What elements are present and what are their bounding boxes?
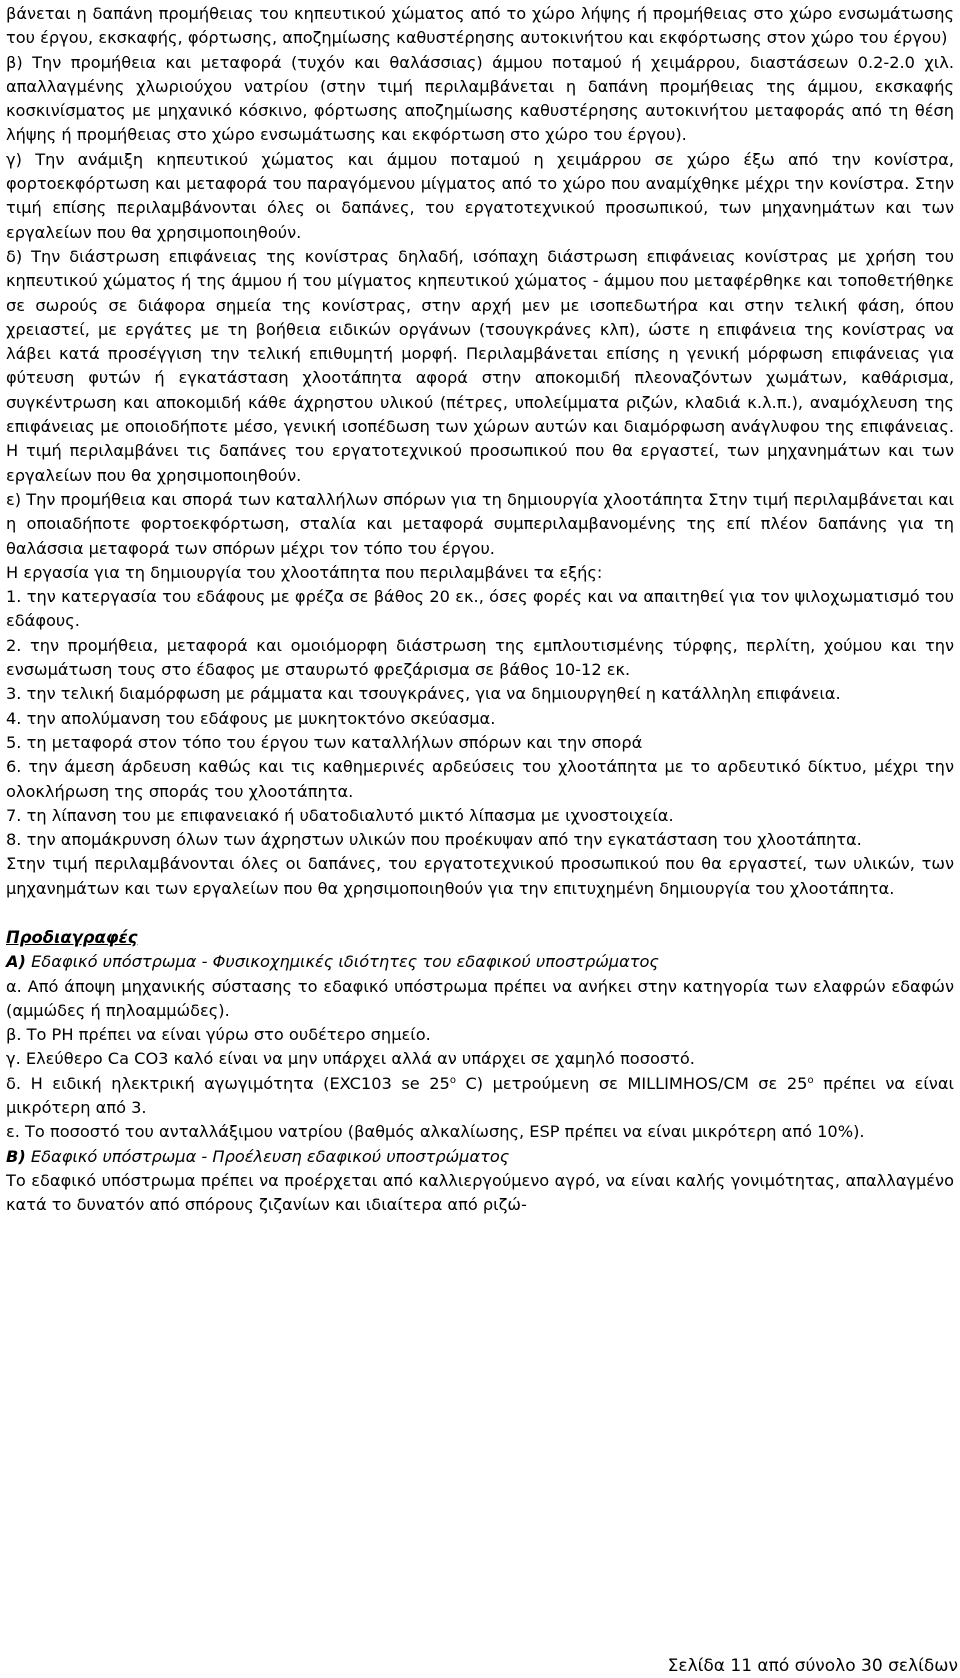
spec-item-conductivity: δ. Η ειδική ηλεκτρική αγωγιμότητα (EXC103 se $25^o$ C) μετρούμενη σε MILLIMHOS/CM σε $25^o$ πρέπει να είναι μικρότερη από 3. bbox=[6, 1073, 954, 1118]
spec-item: ε. Το ποσοστό του ανταλλάξιμου νατρίου (βαθμός αλκαλίωσης, ESP πρέπει να είναι μικρότερη από 10%). bbox=[6, 1122, 865, 1142]
paragraph-origin: Το εδαφικό υπόστρωμα πρέπει να προέρχεται από καλλιεργούμενο αγρό, να είναι καλής γονιμότητας, απαλλαγμένο κατά το δυνατόν από σπόρους ζιζανίων και ιδιαίτερα από ριζώ- bbox=[6, 1170, 954, 1215]
spec-item: β. Το PH πρέπει να είναι γύρω στο ουδέτερο σημείο. bbox=[6, 1025, 431, 1045]
subheading-b-title: Εδαφικό υπόστρωμα - Προέλευση εδαφικού υποστρώματος bbox=[25, 1146, 510, 1166]
list-item: 2. την προμήθεια, μεταφορά και ομοιόμορφη διάστρωση της εμπλουτισμένης τύρφης, περλίτη, χούμου και την ενσωμάτωση τους στο έδαφος με σταυρωτό φρεζάρισμα σε βάθος 10-12 εκ. bbox=[6, 635, 954, 680]
spec-item: γ. Ελεύθερο Ca CO3 καλό είναι να μην υπάρχει αλλά αν υπάρχει σε χαμηλό ποσοστό. bbox=[6, 1049, 695, 1069]
page-number-footer: Σελίδα 11 από σύνολο 30 σελίδων bbox=[667, 1656, 958, 1676]
list-item: 4. την απολύμανση του εδάφους με μυκητοκτόνο σκεύασμα. bbox=[6, 708, 496, 728]
subheading-a-label: A) bbox=[6, 952, 26, 972]
paragraph-item-c: γ) Την ανάμιξη κηπευτικού χώματος και άμμου ποταμού η χειμάρρου σε χώρο έξω από την κονίστρα, φορτοεκφόρτωση και μεταφορά του παραγόμενου μίγματος από το χώρο που αναμίχθηκε μέχρι την κονίστρα. Στην τιμή επίσης περιλαμβάνονται όλες οι δαπάνες, του εργατοτεχνικού προσωπικού, των μηχανημάτων και των εργαλείων που θα χρησιμοποιηθούν. bbox=[6, 149, 954, 242]
document-page bbox=[6, 2, 954, 1218]
paragraph-price-note: Στην τιμή περιλαμβάνονται όλες οι δαπάνες, του εργατοτεχνικού προσωπικού που θα εργαστεί, των υλικών, των μηχανημάτων και των εργαλείων που θα χρησιμοποιηθούν για την επιτυχημένη δημιουργία του χλοοτάπητα. bbox=[6, 854, 954, 898]
list-item: 3. την τελική διαμόρφωση με ράμματα και τσουγκράνες, για να δημιουργηθεί η κατάλληλη επιφάνεια. bbox=[6, 684, 841, 704]
list-item: 7. τη λίπανση του με επιφανειακό ή υδατοδιαλυτό μικτό λίπασμα με ιχνοστοιχεία. bbox=[6, 805, 674, 825]
list-item: 1. την κατεργασία του εδάφους με φρέζα σε βάθος 20 εκ., όσες φορές και να απαιτηθεί για τον ψιλοχωματισμό του εδάφους. bbox=[6, 587, 954, 631]
paragraph-lawn-intro: Η εργασία για τη δημιουργία του χλοοτάπητα που περιλαμβάνει τα εξής: bbox=[6, 562, 603, 582]
subheading-b-label: B) bbox=[6, 1146, 26, 1166]
list-item: 5. τη μεταφορά στον τόπο του έργου των καταλλήλων σπόρων και την σπορά bbox=[6, 732, 643, 752]
subheading-b bbox=[6, 1145, 954, 1169]
paragraph-continuation: βάνεται η δαπάνη προμήθειας του κηπευτικού χώματος από το χώρο λήψης ή προμήθειας στο χώρο ενσωμάτωσης του έργου, εκσκαφής, φόρτωσης, αποζημίωσης καθυστέρησης αυτοκινήτου και εκφόρτωσης στον χώρο του έργου) bbox=[6, 4, 954, 48]
list-item: 8. την απομάκρυνση όλων των άχρηστων υλικών που προέκυψαν από την εγκατάσταση του χλοοτάπητα. bbox=[6, 830, 862, 850]
specs-heading: Προδιαγραφές bbox=[6, 927, 138, 947]
spec-item: α. Από άποψη μηχανικής σύστασης το εδαφικό υπόστρωμα πρέπει να ανήκει στην κατηγορία των ελαφρών εδαφών (αμμώδες ή πηλοαμμώδες). bbox=[6, 976, 954, 1020]
subheading-a-title: Εδαφικό υπόστρωμα - Φυσικοχημικές ιδιότητες του εδαφικού υποστρώματος bbox=[25, 952, 659, 972]
section-spacer bbox=[6, 901, 954, 926]
paragraph-item-d: δ) Την διάστρωση επιφάνειας της κονίστρας δηλαδή, ισόπαχη διάστρωση επιφάνειας κονίστρας με χρήση του κηπευτικού χώματος ή της άμμου ή του μίγματος κηπευτικού χώματος - άμμου που μεταφέρθηκε και τοποθετήθηκε σε σωρούς σε διάφορα σημεία της κονίστρας, στην αρχή μεν με ισοπεδωτήρα και στην τελική φάση, όπου χρειαστεί, με εργάτες με τη βοήθεια ειδικών οργάνων (τσουγκράνες κλπ), ώστε η επιφάνεια της κονίστρας να λάβει κατά προσέγγιση την τελική επιθυμητή μορφή. Περιλαμβάνεται επίσης η γενική μόρφωση επιφάνειας για φύτευση φυτών ή εγκατάσταση χλοοτάπητα αφορά στην αποκομιδή πλεοναζόντων χωμάτων, καθάρισμα, συγκέντρωση και αποκομιδή κάθε άχρηστου υλικού (πέτρες, υπολείμματα ριζών, κλαδιά κ.λ.π.), αναμόχλευση της επιφάνειας με οποιοδήποτε μέσο, γενική ισοπέδωση των χώρων αυτών και διαμόρφωση ανάγλυφου της επιφάνειας. Η τιμή περιλαμβάνει τις δαπάνες του εργατοτεχνικού προσωπικού που θα εργαστεί, των μηχανημάτων και των εργαλείων που θα χρησιμοποιηθούν. bbox=[6, 246, 954, 485]
subheading-a bbox=[6, 950, 954, 974]
paragraph-item-b: β) Την προμήθεια και μεταφορά (τυχόν και θαλάσσιας) άμμου ποταμού ή χειμάρρου, διαστάσεων 0.2-2.0 χιλ. απαλλαγμένης χλωριούχου νατρίου (στην τιμή περιλαμβάνεται η δαπάνη προμήθειας της άμμου, εκσκαφής κοσκινίσματος με μηχανικό κόσκινο, φόρτωσης αποζημίωσης καθυστέρησης αυτοκινήτου μεταφοράς από τη θέση λήψης ή προμήθειας στο χώρο ενσωμάτωσης και εκφόρτωση στο χώρο του έργου). bbox=[6, 52, 954, 145]
paragraph-item-e: ε) Την προμήθεια και σπορά των καταλλήλων σπόρων για τη δημιουργία χλοοτάπητα Στην τιμή περιλαμβάνεται και η οποιαδήποτε φορτοεκφόρτωση, σταλία και μεταφορά συμπεριλαμβανομένης της επί πλέον δαπάνης για τη θαλάσσια μεταφορά των σπόρων μέχρι τον τόπο του έργου. bbox=[6, 489, 954, 558]
list-item: 6. την άμεση άρδευση καθώς και τις καθημερινές αρδεύσεις του χλοοτάπητα με το αρδευτικό δίκτυο, μέχρι την ολοκλήρωση της σποράς του χλοοτάπητα. bbox=[6, 757, 954, 801]
